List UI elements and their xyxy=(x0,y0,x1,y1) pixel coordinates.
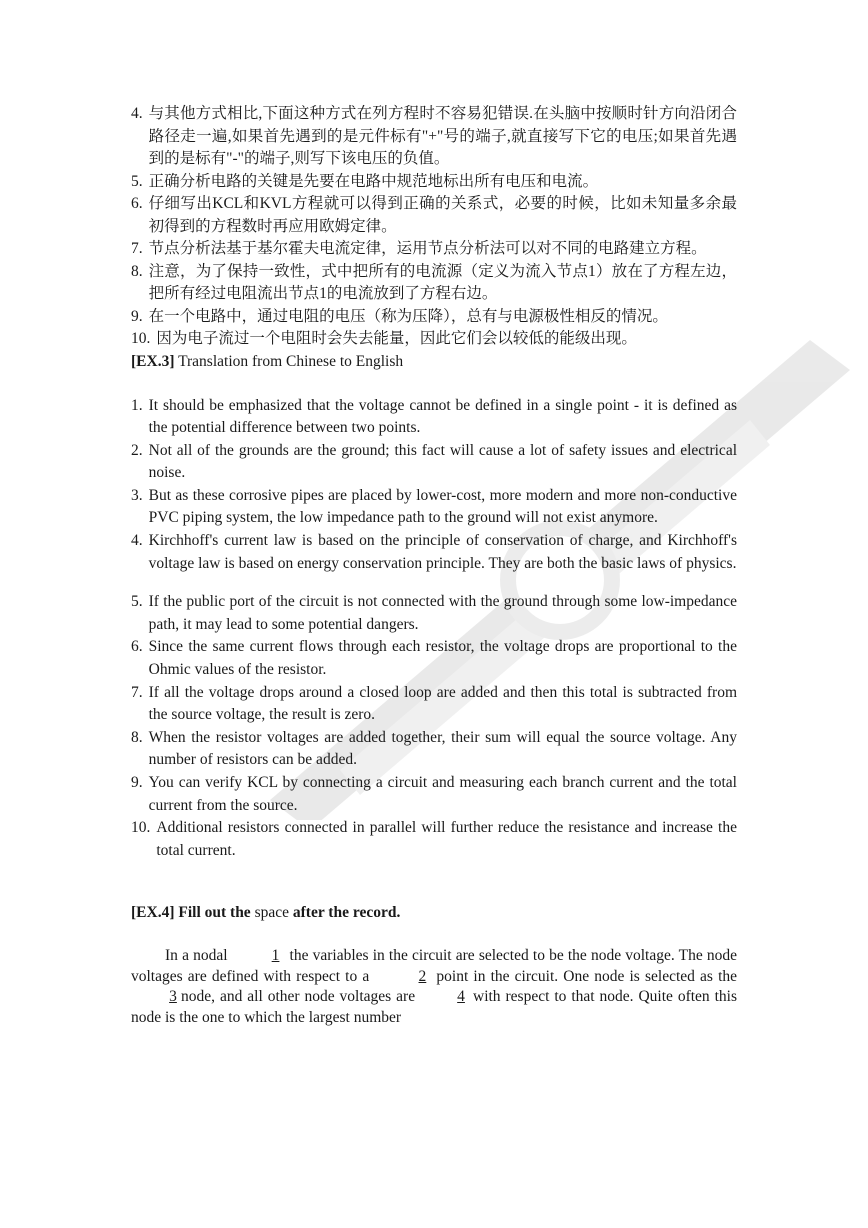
english-answer-item xyxy=(131,591,737,636)
chinese-answer-item xyxy=(131,306,737,329)
item-number: 10. xyxy=(131,330,151,347)
chinese-answer-item xyxy=(131,261,737,306)
item-text: Not all of the grounds are the ground; this fact will cause a lot of safety issues and electrical noise. xyxy=(148,441,737,482)
item-number: 8. xyxy=(131,728,143,746)
item-text: It should be emphasized that the voltage cannot be defined in a single point - it is defined as the potential difference between two points. xyxy=(148,396,737,437)
fill-text-3: point in the circuit. One node is selected as the xyxy=(436,967,738,985)
item-text: 与其他方式相比,下面这种方式在列方程时不容易犯错误.在头脑中按顺时针方向沿闭合路径走一遍,如果首先遇到的是元件标有"+"号的端子,就直接写下它的电压;如果首先遇到的是标有"-"的端子,则写下该电压的负值。 xyxy=(148,105,737,167)
english-answer-item xyxy=(131,682,737,727)
item-text: When the resistor voltages are added together, their sum will equal the source voltage. Any number of resistors can be added. xyxy=(148,728,737,769)
item-number: 7. xyxy=(131,683,143,701)
ex3-title: Translation from Chinese to English xyxy=(178,352,404,370)
item-text: 正确分析电路的关键是先要在电路中规范地标出所有电压和电流。 xyxy=(148,172,599,190)
document-page xyxy=(131,103,737,1028)
chinese-answer-item xyxy=(131,103,737,171)
item-number: 6. xyxy=(131,195,143,212)
english-answers-part1 xyxy=(131,395,737,576)
blank-2: 2 xyxy=(418,967,427,985)
item-text: 在一个电路中，通过电阻的电压（称为压降），总有与电源极性相反的情况。 xyxy=(148,307,668,325)
item-number: 2. xyxy=(131,441,143,459)
item-number: 9. xyxy=(131,774,143,791)
item-text: Kirchhoff's current law is based on the principle of conservation of charge, and Kirchhoff's voltage law is based on energy conservation principle. They are both the basic laws of physics. xyxy=(148,532,737,572)
item-number: 3. xyxy=(131,486,143,504)
item-number: 9. xyxy=(131,307,143,325)
item-number: 7. xyxy=(131,240,143,257)
blank-3: 3 xyxy=(169,988,177,1006)
ex4-label: [EX.4] xyxy=(131,904,175,922)
ex3-label: [EX.3] xyxy=(131,352,175,370)
fill-paragraph xyxy=(131,946,737,1028)
ex4-part2: space xyxy=(254,904,289,922)
ex4-heading xyxy=(131,902,737,924)
ex4-part1: Fill out the xyxy=(178,904,251,922)
english-answer-item xyxy=(131,772,737,817)
fill-text-2: the variables in the circuit are selected to be the node voltage. The node voltages are defined with respect to a xyxy=(131,947,737,985)
item-number: 1. xyxy=(131,396,143,414)
fill-text-4: node, and all other node voltages are xyxy=(181,988,416,1006)
chinese-answer-item xyxy=(131,238,737,261)
english-answer-item xyxy=(131,727,737,772)
chinese-answer-item xyxy=(131,328,737,351)
blank-4: 4 xyxy=(457,988,465,1006)
item-text: 仔细写出KCL和KVL方程就可以得到正确的关系式，必要的时候，比如未知量多余最初得到的方程数时再应用欧姆定律。 xyxy=(148,195,737,235)
english-answer-item xyxy=(131,485,737,530)
item-number: 4. xyxy=(131,532,143,550)
item-number: 5. xyxy=(131,593,143,611)
item-text: If the public port of the circuit is not connected with the ground through some low-impedance path, it may lead to some potential dangers. xyxy=(148,593,737,633)
english-answer-item xyxy=(131,817,737,862)
fill-text-5: with respect to that node. Quite often this node is the one to which the largest number xyxy=(131,988,738,1026)
chinese-answer-item xyxy=(131,171,737,194)
ex3-heading xyxy=(131,351,737,373)
item-text: 节点分析法基于基尔霍夫电流定律，运用节点分析法可以对不同的电路建立方程。 xyxy=(148,240,707,257)
item-number: 10. xyxy=(131,819,151,837)
english-answer-item xyxy=(131,636,737,681)
ex4-part3: after the record. xyxy=(292,904,401,922)
item-text: You can verify KCL by connecting a circuit and measuring each branch current and the total current from the source. xyxy=(148,774,737,814)
item-text: If all the voltage drops around a closed loop are added and then this total is subtracted from the source voltage, the result is zero. xyxy=(148,683,737,724)
chinese-answers xyxy=(131,103,737,351)
item-text: Since the same current flows through each resistor, the voltage drops are proportional to the Ohmic values of the resistor. xyxy=(148,638,737,679)
item-number: 4. xyxy=(131,105,143,122)
fill-text-1: In a nodal xyxy=(165,947,228,965)
item-number: 8. xyxy=(131,262,143,280)
item-text: Additional resistors connected in parallel will further reduce the resistance and increase the total current. xyxy=(156,819,737,859)
item-number: 5. xyxy=(131,172,143,190)
chinese-answer-item xyxy=(131,193,737,238)
item-number: 6. xyxy=(131,638,143,656)
english-answers-part2 xyxy=(131,591,737,862)
item-text: 因为电子流过一个电阻时会失去能量，因此它们会以较低的能级出现。 xyxy=(156,330,637,347)
english-answer-item xyxy=(131,530,737,575)
item-text: But as these corrosive pipes are placed by lower-cost, more modern and more non-conductive PVC piping system, the low impedance path to the ground will not exist anymore. xyxy=(148,486,737,527)
blank-1: 1 xyxy=(271,947,280,965)
item-text: 注意，为了保持一致性，式中把所有的电流源（定义为流入节点1）放在了方程左边，把所有经过电阻流出节点1的电流放到了方程右边。 xyxy=(148,262,737,302)
english-answer-item xyxy=(131,395,737,440)
english-answer-item xyxy=(131,440,737,485)
